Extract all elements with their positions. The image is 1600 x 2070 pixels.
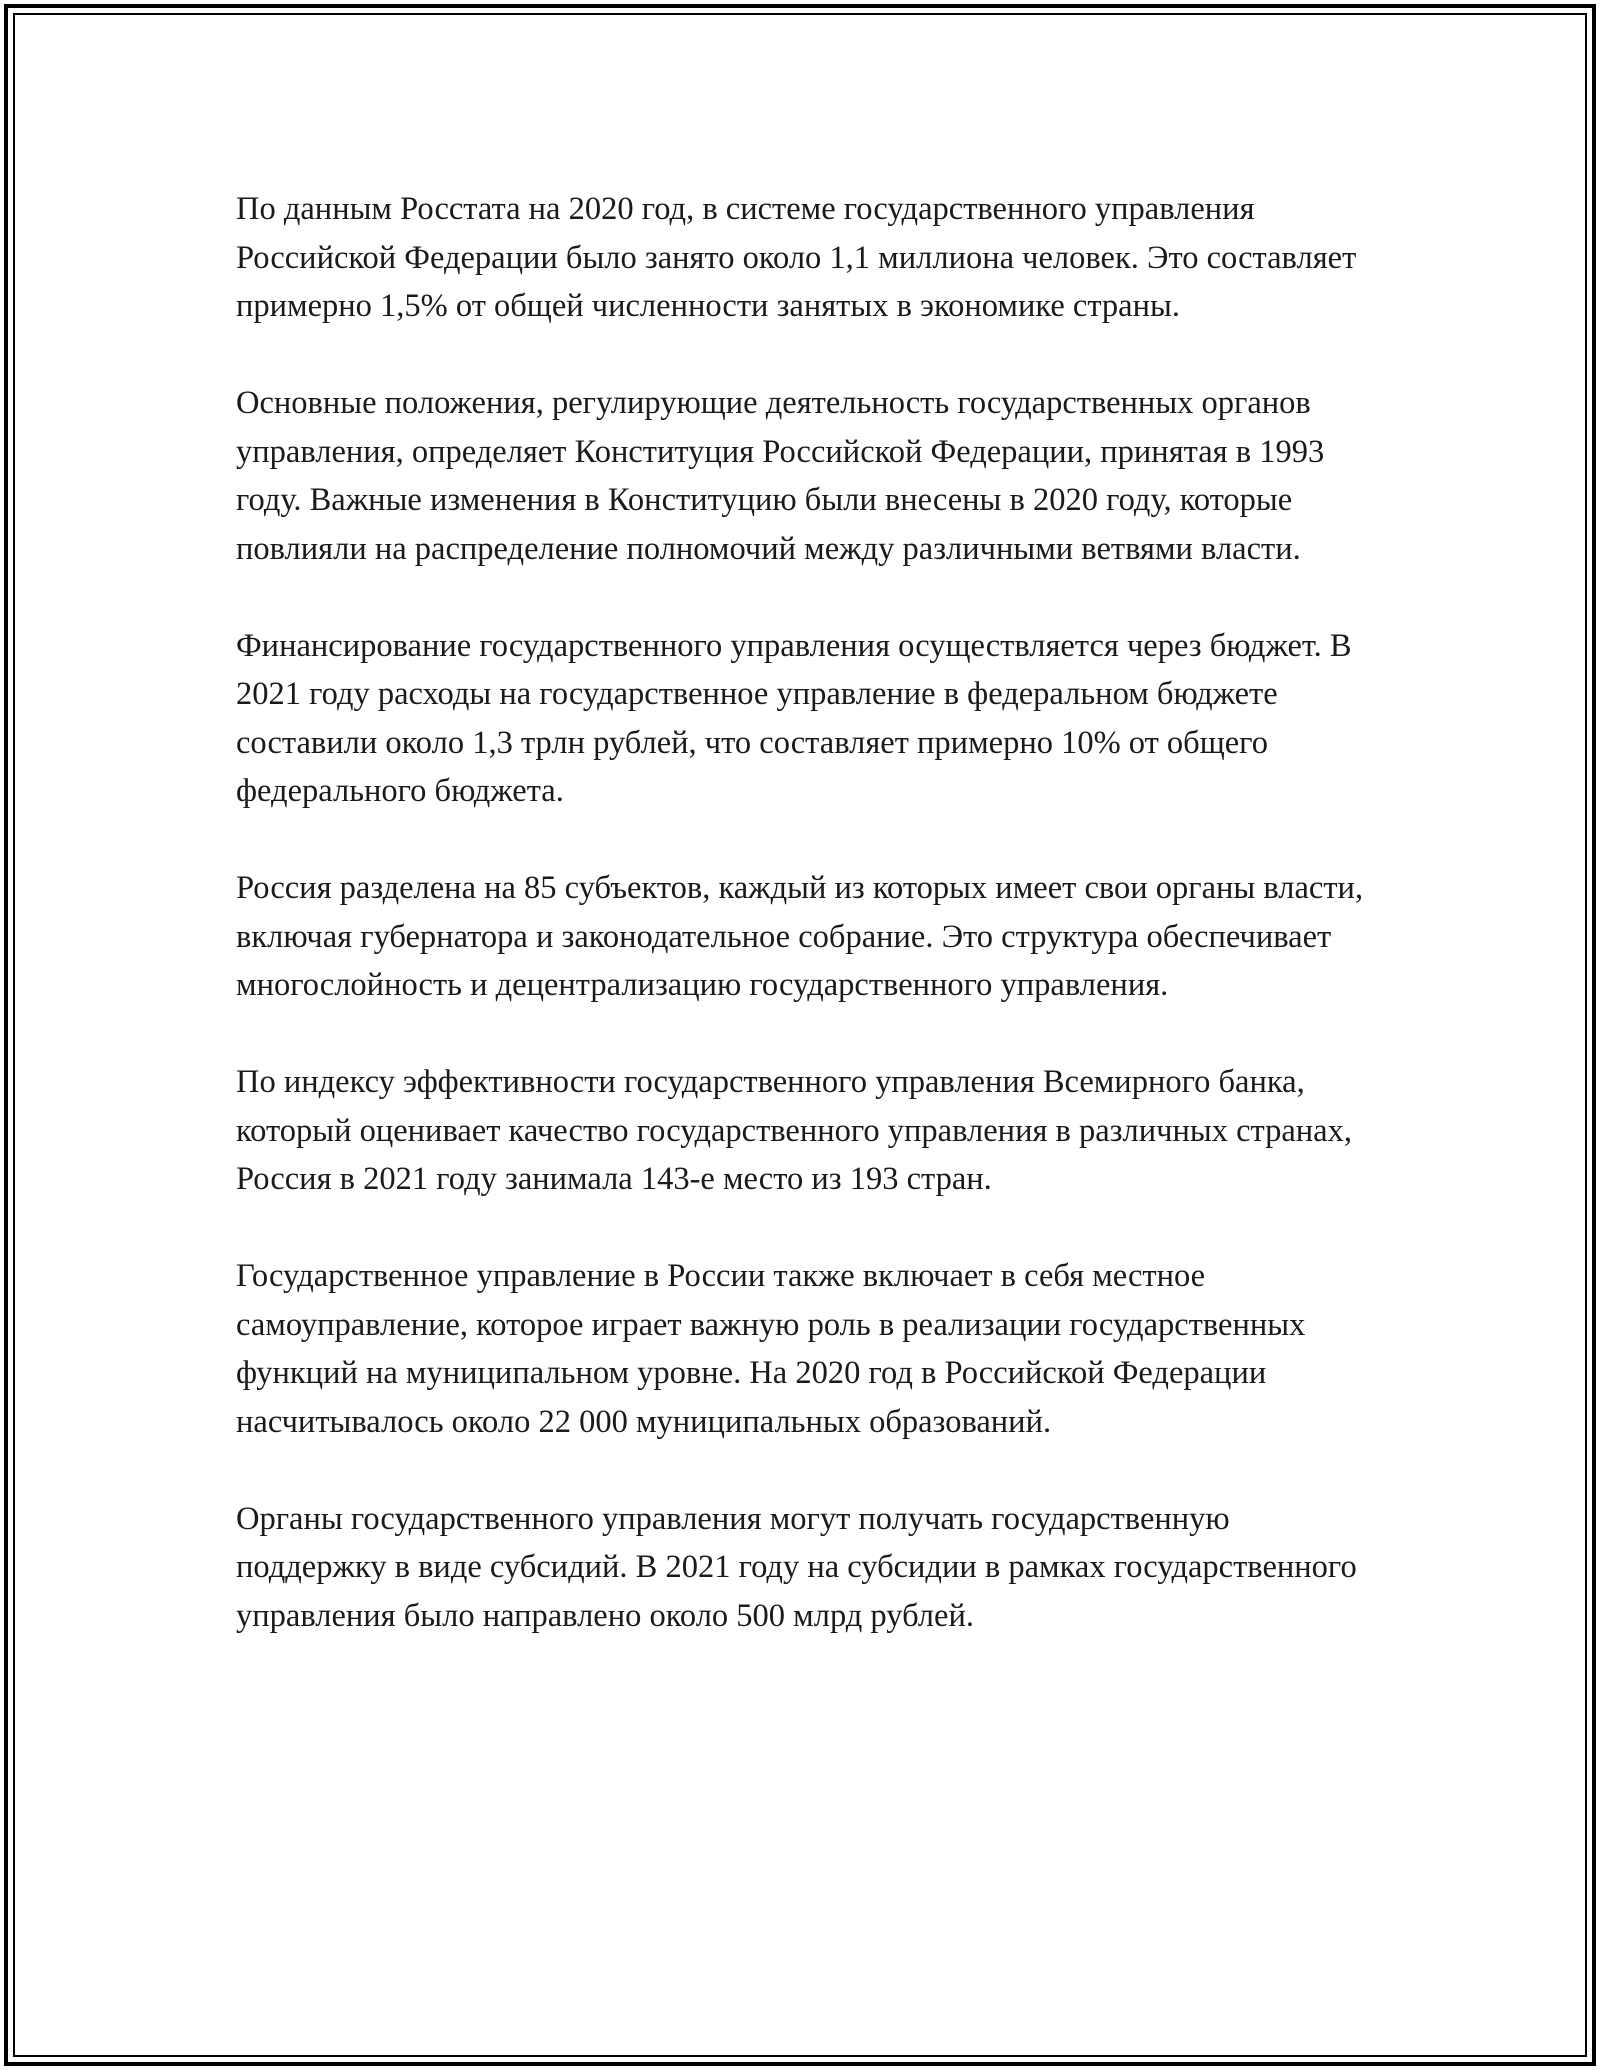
paragraph-constitution: Основные положения, регулирующие деятельность государственных органов управления, определяет Конституция Российской Федерации, принятая в 1993 году. Важные изменения в Конституцию были внесены в 2020 году, которые повлияли на распределение полномочий между различными ветвями власти.	[236, 385, 1325, 567]
paragraph-financing: Финансирование государственного управления осуществляется через бюджет. В 2021 году расходы на государственное управление в федеральном бюджете составили около 1,3 трлн рублей, что составляет примерно 10% от общего федерального бюджета.	[236, 627, 1352, 809]
paragraph-subsidies: Органы государственного управления могут получать государственную поддержку в виде субсидий. В 2021 году на субсидии в рамках государственного управления было направлено около 500 млрд рублей.	[236, 1500, 1357, 1634]
paragraph-federal-subjects: Россия разделена на 85 субъектов, каждый из которых имеет свои органы власти, включая губернатора и законодательное собрание. Это структура обеспечивает многослойность и децентрализацию государственного управления.	[236, 870, 1364, 1003]
paragraph-employment: По данным Росстата на 2020 год, в системе государственного управления Российской Федерации было занято около 1,1 миллиона человек. Это составляет примерно 1,5% от общей численности занятых в экономике страны.	[236, 191, 1357, 324]
paragraph-efficiency-index: По индексу эффективности государственного управления Всемирного банка, который оценивает качество государственного управления в различных странах, Россия в 2021 году занимала 143-е место из 193 стран.	[236, 1064, 1352, 1197]
document-body	[236, 185, 1376, 1640]
paragraph-local-government: Государственное управление в России также включает в себя местное самоуправление, которое играет важную роль в реализации государственных функций на муниципальном уровне. На 2020 год в Российской Федерации насчитывалось около 22 000 муниципальных образований.	[236, 1258, 1306, 1440]
